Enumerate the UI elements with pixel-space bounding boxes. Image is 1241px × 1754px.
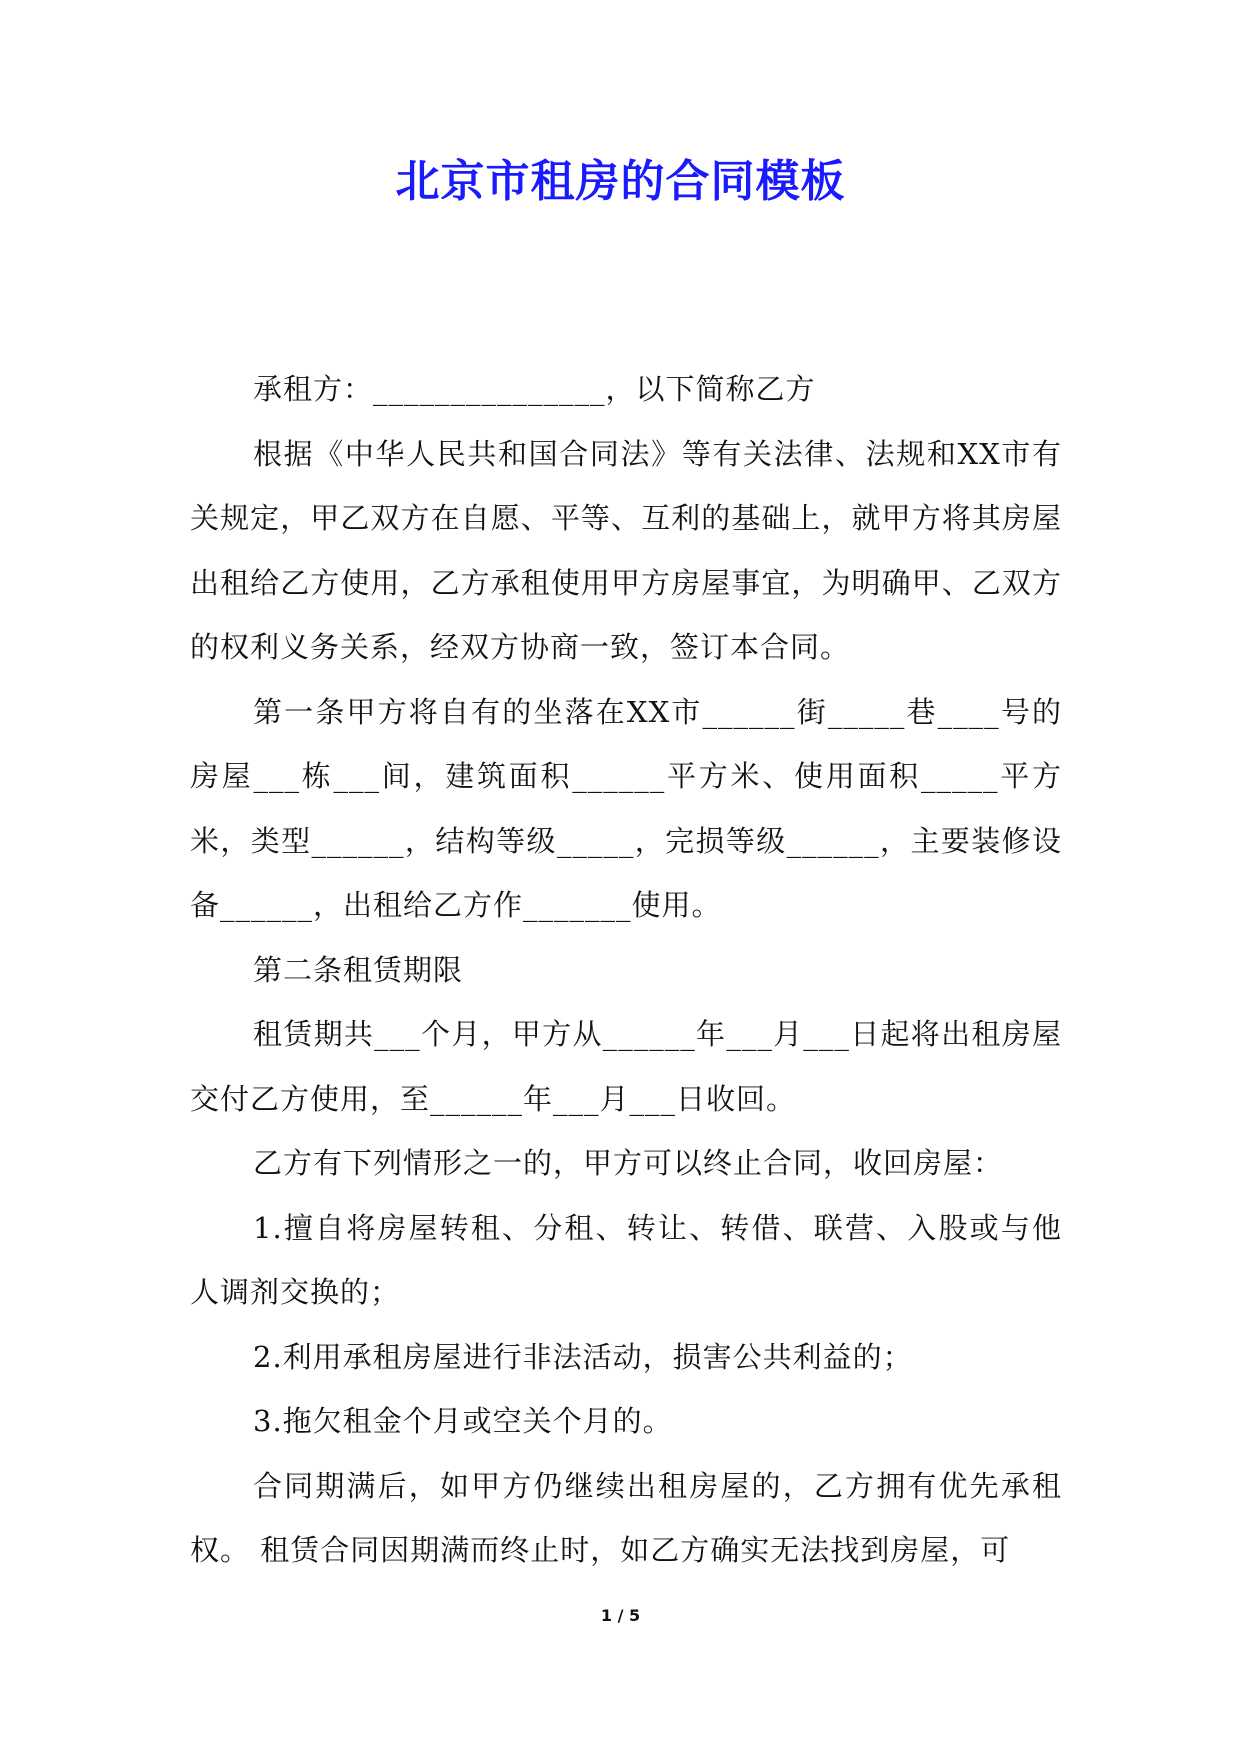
document-body — [190, 357, 1062, 1583]
paragraph-termination-intro: 乙方有下列情形之一的，甲方可以终止合同，收回房屋： — [253, 1146, 1004, 1180]
paragraph-renewal: 合同期满后，如甲方仍继续出租房屋的，乙方拥有优先承租权。 租赁合同因期满而终止时，如乙方确实无法找到房屋，可 — [190, 1468, 1062, 1567]
document-title: 北京市租房的合同模板 — [395, 156, 846, 207]
paragraph-termination-item-2: 2.利用承租房屋进行非法活动，损害公共利益的； — [253, 1339, 913, 1374]
paragraph-legal-basis: 根据《中华人民共和国合同法》等有关法律、法规和XX市有关规定，甲乙双方在自愿、平等、互利的基础上，就甲方将其房屋出租给乙方使用，乙方承租使用甲方房屋事宜，为明确甲、乙双方的权利义务关系，经双方协商一致，签订本合同。 — [190, 436, 1062, 664]
paragraph-tenant: 承租方：_______________，以下简称乙方 — [253, 372, 816, 406]
paragraph-article-1: 第一条甲方将自有的坐落在XX市______街_____巷____号的房屋___栋___间，建筑面积______平方米、使用面积_____平方米，类型______，结构等级_____，完损等级______，主要装修设备______，出租给乙方作_______使用。 — [190, 694, 1062, 922]
page-number: 1 / 5 — [600, 1606, 641, 1625]
paragraph-article-2-heading: 第二条租赁期限 — [253, 952, 464, 987]
paragraph-termination-item-3: 3.拖欠租金个月或空关个月的。 — [253, 1404, 673, 1438]
paragraph-lease-term: 租赁期共___个月，甲方从______年___月___日起将出租房屋交付乙方使用，至______年___月___日收回。 — [190, 1017, 1062, 1116]
paragraph-termination-item-1: 1.擅自将房屋转租、分租、转让、转借、联营、入股或与他人调剂交换的； — [190, 1210, 1062, 1309]
